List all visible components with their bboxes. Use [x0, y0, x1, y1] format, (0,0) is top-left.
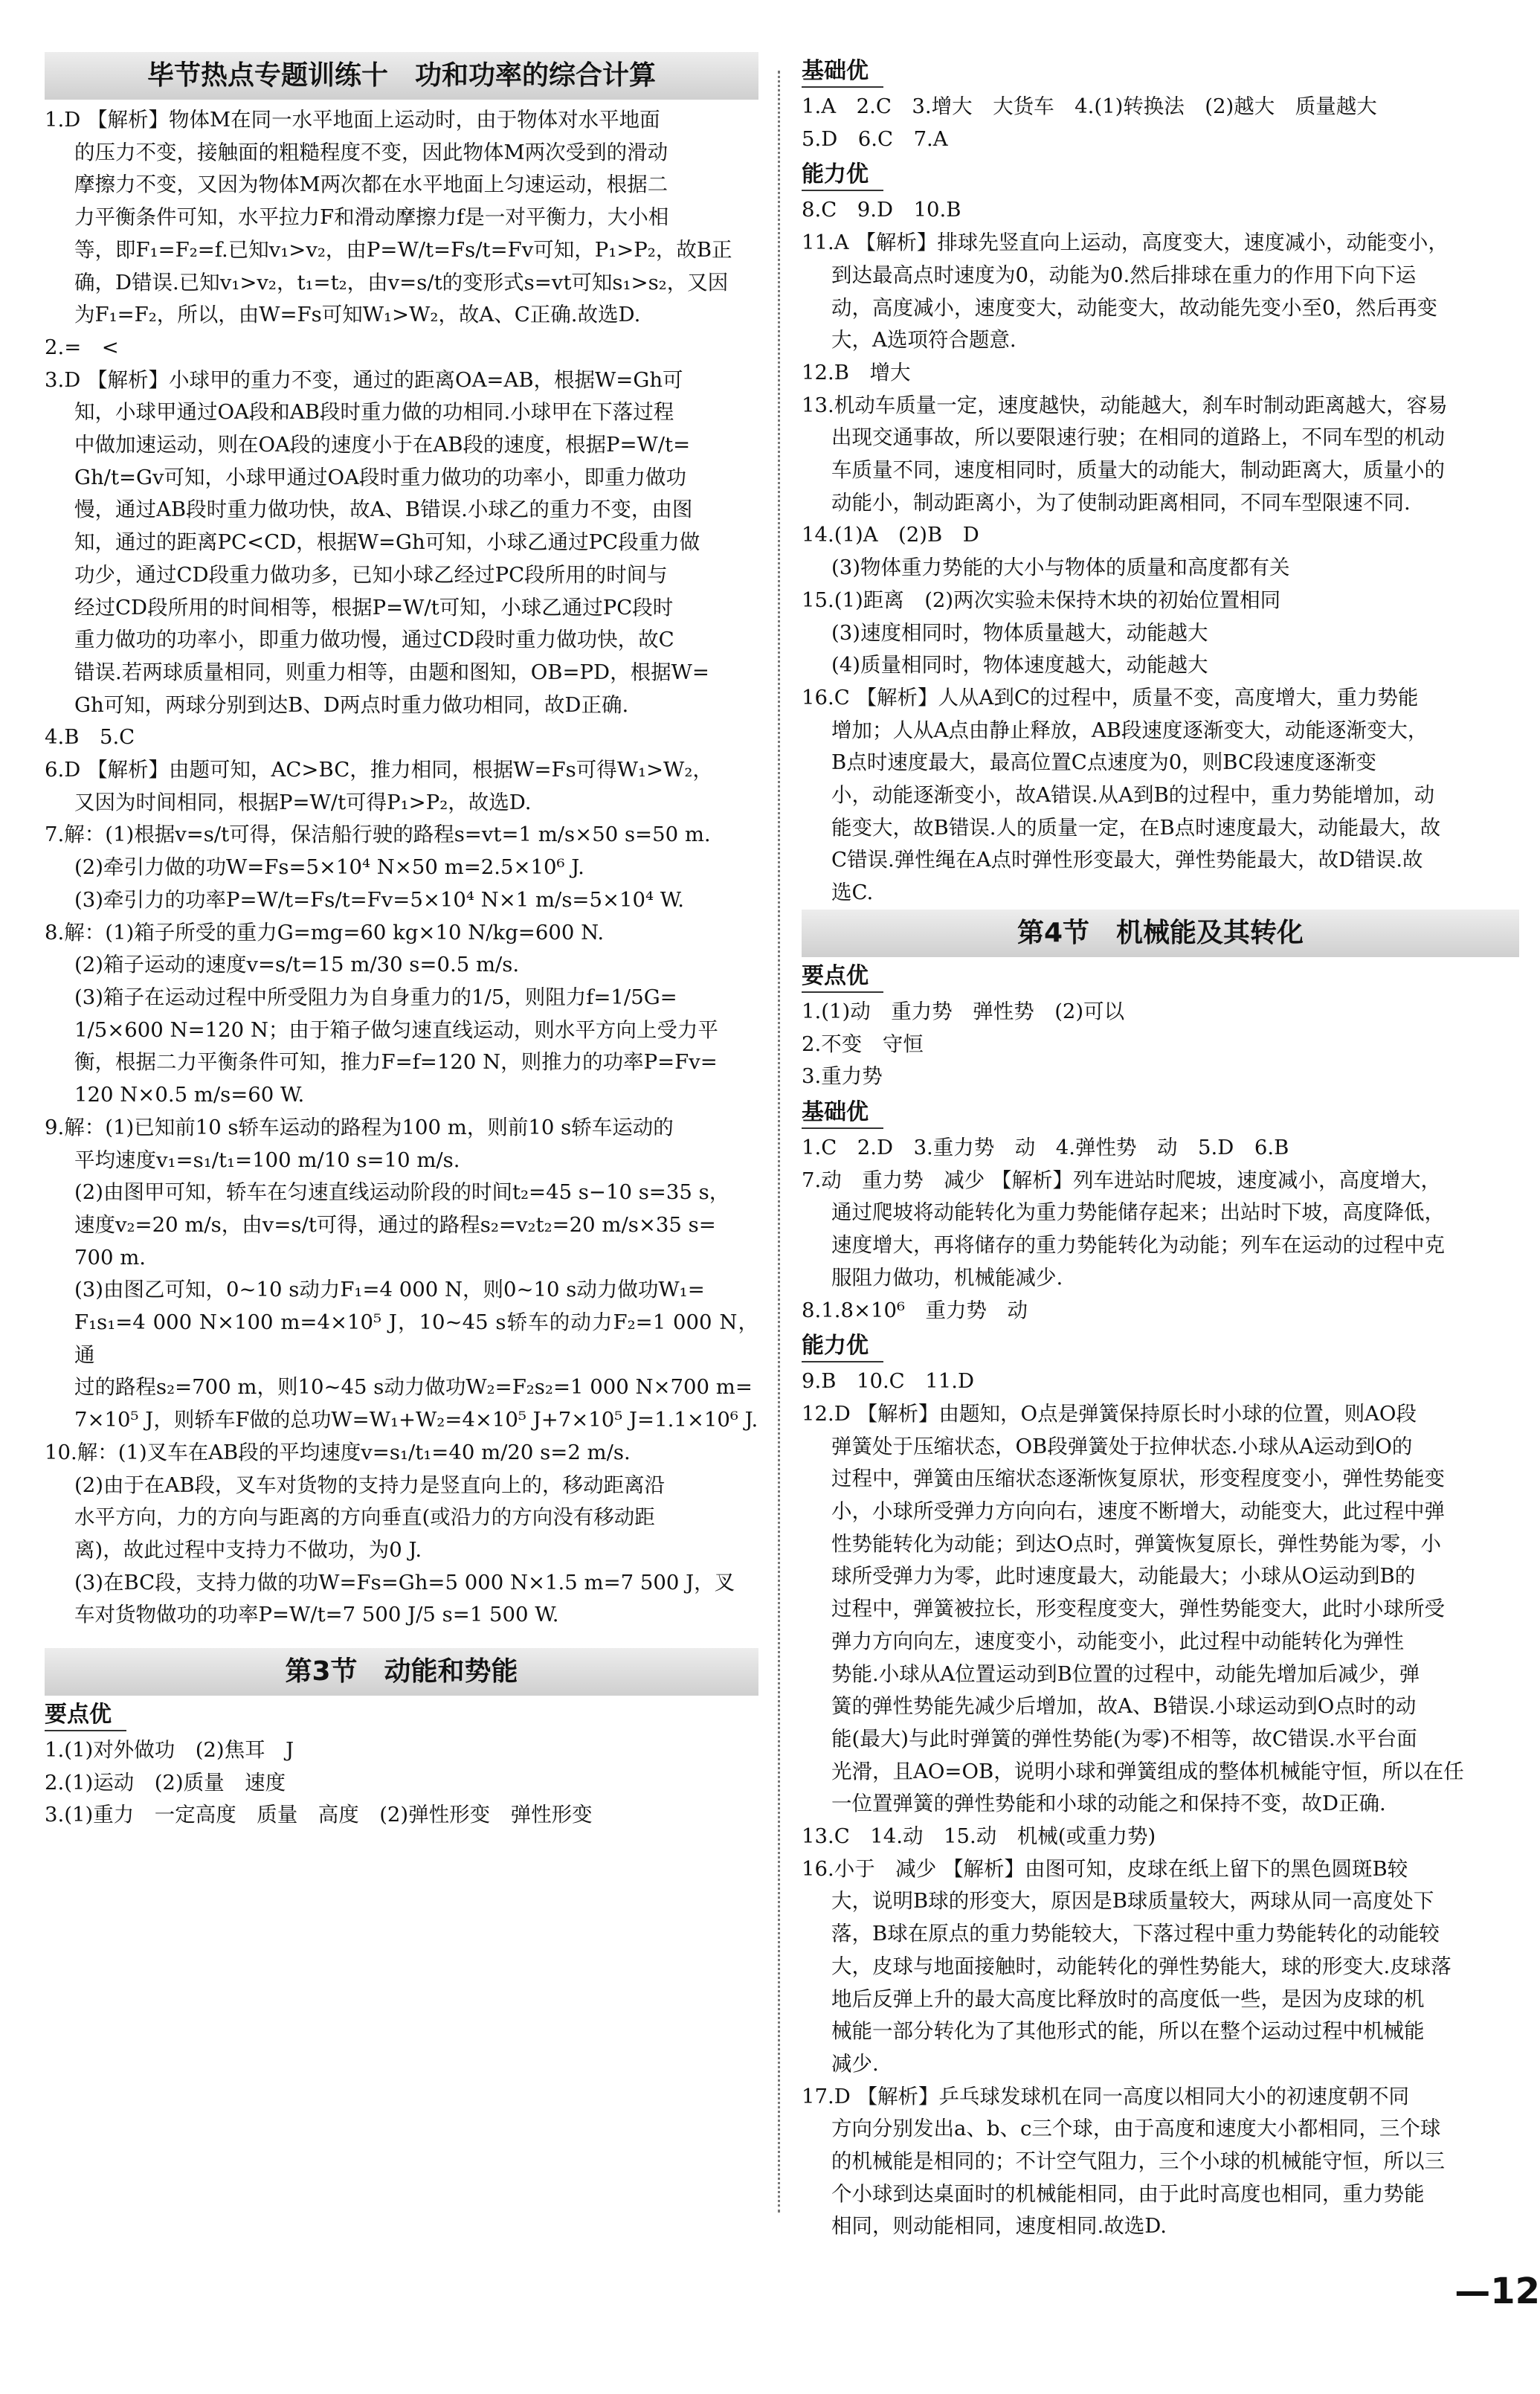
- section-banner-special-training: 毕节热点专题训练十 功和功率的综合计算: [45, 52, 758, 100]
- text-line: 120 N×0.5 m/s=60 W.: [74, 1083, 305, 1107]
- text-line: 1.D 【解析】物体M在同一水平地面上运动时，由于物体对水平地面: [45, 108, 660, 132]
- text-line: C错误.弹性绳在A点时弹性形变最大，弹性势能最大，故D错误.故: [831, 848, 1423, 872]
- text-line: 错误.若两球质量相同，则重力相等，由题和图知，OB=PD，根据W=: [74, 660, 709, 684]
- text-line: 通过爬坡将动能转化为重力势能储存起来；出站时下坡，高度降低，: [831, 1200, 1445, 1225]
- text-line: 过程中，弹簧被拉长，形变程度变大，弹性势能变大，此时小球所受: [831, 1597, 1445, 1621]
- text-line: (2)由于在AB段，叉车对货物的支持力是竖直向上的，移动距离沿: [74, 1473, 666, 1497]
- text-line: (2)箱子运动的速度v=s/t=15 m/30 s=0.5 m/s.: [74, 953, 520, 977]
- text-line: 4.B 5.C: [45, 725, 135, 750]
- text-line: 小，小球所受弹力方向向右，速度不断增大，动能变大，此过程中弹: [831, 1499, 1445, 1524]
- text-line: 动能小，制动距离小，为了使制动距离相同，不同车型限速不同.: [831, 490, 1411, 515]
- text-line: 速度增大，再将储存的重力势能转化为动能；列车在运动的过程中克: [831, 1233, 1445, 1258]
- text-line: 8.1.8×10⁶ 重力势 动: [802, 1298, 1028, 1322]
- text-line: 11.A 【解析】排球先竖直向上运动，高度变大，速度减小，动能变小，: [802, 231, 1449, 255]
- text-line: 7.动 重力势 减少 【解析】列车进站时爬坡，速度减小，高度增大，: [802, 1168, 1441, 1192]
- text-line: 2.= <: [45, 335, 119, 359]
- subheading-key-points: 要点优: [45, 1700, 126, 1731]
- text-line: 中做加速运动，则在OA段的速度小于在AB段的速度，根据P=W/t=: [74, 433, 691, 457]
- text-line: 光滑，且AO=OB，说明小球和弹簧组成的整体机械能守恒，所以在任: [831, 1759, 1464, 1783]
- text-line: (3)物体重力势能的大小与物体的质量和高度都有关: [831, 556, 1290, 580]
- text-line: 确，D错误.已知v₁>v₂，t₁=t₂，由v=s/t的变形式s=vt可知s₁>s₂，又因: [74, 270, 729, 295]
- text-line: 到达最高点时速度为0，动能为0.然后排球在重力的作用下向下运: [831, 263, 1417, 287]
- subheading-ability: 能力优: [802, 160, 883, 191]
- text-line: 球所受弹力为零，此时速度最大，动能最大；小球从O运动到B的: [831, 1564, 1416, 1589]
- text-line: 等，即F₁=F₂=f.已知v₁>v₂，由P=W/t=Fs/t=Fv可知，P₁>P₂，故B正: [74, 237, 732, 262]
- text-line: 过程中，弹簧由压缩状态逐渐恢复原状，形变程度变小，弹性势能变: [831, 1467, 1445, 1491]
- section-banner-mechanical-energy: 第4节 机械能及其转化: [802, 910, 1519, 957]
- text-line: 增加；人从A点由静止释放，AB段速度逐渐变大，动能逐渐变大，: [831, 718, 1428, 742]
- text-line: 的机械能是相同的；不计空气阻力，三个小球的机械能守恒，所以三: [831, 2149, 1445, 2174]
- text-line: 为F₁=F₂，所以，由W=Fs可知W₁>W₂，故A、C正确.故选D.: [74, 303, 641, 327]
- text-line: 离)，故此过程中支持力不做功，为0 J.: [74, 1537, 422, 1562]
- text-line: 3.重力势: [802, 1064, 883, 1089]
- text-line: B点时速度最大，最高位置C点速度为0，则BC段速度逐渐变: [831, 750, 1377, 775]
- text-line: 能变大，故B错误.人的质量一定，在B点时速度最大，动能最大，故: [831, 815, 1441, 840]
- text-line: Gh可知，两球分别到达B、D两点时重力做功相同，故D正确.: [74, 692, 629, 717]
- text-line: 大，说明B球的形变大，原因是B球质量较大，两球从同一高度处下: [831, 1889, 1434, 1914]
- text-line: 个小球到达桌面时的机械能相同，由于此时高度也相同，重力势能: [831, 2181, 1425, 2206]
- column-divider: [778, 71, 780, 2213]
- text-line: 的压力不变，接触面的粗糙程度不变，因此物体M两次受到的滑动: [74, 140, 668, 164]
- text-line: 动，高度减小，速度变大，动能变大，故动能先变小至0，然后再变: [831, 295, 1437, 320]
- text-line: 水平方向，力的方向与距离的方向垂直(或沿力的方向没有移动距: [74, 1505, 655, 1530]
- text-line: (3)箱子在运动过程中所受阻力为自身重力的1/5，则阻力f=1/5G=: [74, 985, 677, 1009]
- text-line: 17.D 【解析】乒乓球发球机在同一高度以相同大小的初速度朝不同: [802, 2084, 1410, 2108]
- text-line: 10.解：(1)叉车在AB段的平均速度v=s₁/t₁=40 m/20 s=2 m/s.: [45, 1440, 631, 1464]
- text-line: 8.解：(1)箱子所受的重力G=mg=60 kg×10 N/kg=600 N.: [45, 920, 605, 945]
- text-line: 14.(1)A (2)B D: [802, 523, 979, 547]
- text-line: 性势能转化为动能；到达O点时，弹簧恢复原长，弹性势能为零，小: [831, 1531, 1442, 1556]
- text-line: 1.A 2.C 3.增大 大货车 4.(1)转换法 (2)越大 质量越大: [802, 94, 1377, 118]
- text-line: (3)牵引力的功率P=W/t=Fs/t=Fv=5×10⁴ N×1 m/s=5×10⁴ W.: [74, 887, 684, 912]
- text-line: F₁s₁=4 000 N×100 m=4×10⁵ J，10~45 s轿车的动力F₂=1 000 N，通: [74, 1310, 758, 1367]
- text-line: 功少，通过CD段重力做功多，已知小球乙经过PC段所用的时间与: [74, 562, 668, 587]
- text-line: 一位置弹簧的弹性势能和小球的动能之和保持不变，故D正确.: [831, 1792, 1386, 1816]
- text-line: (3)速度相同时，物体质量越大，动能越大: [831, 620, 1208, 645]
- section-banner-kinetic-potential: 第3节 动能和势能: [45, 1648, 758, 1696]
- text-line: 力平衡条件可知，水平拉力F和滑动摩擦力f是一对平衡力，大小相: [74, 205, 669, 230]
- text-line: 1.C 2.D 3.重力势 动 4.弹性势 动 5.D 6.B: [802, 1135, 1289, 1159]
- text-line: 大，皮球与地面接触时，动能转化的弹性势能大，球的形变大.皮球落: [831, 1954, 1452, 1978]
- text-line: 3.(1)重力 一定高度 质量 高度 (2)弹性形变 弹性形变: [45, 1803, 593, 1827]
- text-line: 方向分别发出a、b、c三个球，由于高度和速度大小都相同，三个球: [831, 2117, 1441, 2141]
- subheading-basic: 基础优: [802, 57, 883, 88]
- text-line: 13.C 14.动 15.动 机械(或重力势): [802, 1824, 1156, 1849]
- text-line: 16.小于 减少 【解析】由图可知，皮球在纸上留下的黑色圆斑B较: [802, 1856, 1408, 1881]
- text-line: 经过CD段所用的时间相等，根据P=W/t可知，小球乙通过PC段时: [74, 595, 674, 620]
- text-line: 7.解：(1)根据v=s/t可得，保洁船行驶的路程s=vt=1 m/s×50 s=50 m.: [45, 823, 711, 847]
- text-line: 大，A选项符合题意.: [831, 328, 1017, 353]
- text-line: (3)在BC段，支持力做的功W=Fs=Gh=5 000 N×1.5 m=7 500 J，叉: [74, 1570, 735, 1595]
- text-line: 13.机动车质量一定，速度越快，动能越大，刹车时制动距离越大，容易: [802, 393, 1448, 417]
- text-line: 相同，则动能相同，速度相同.故选D.: [831, 2214, 1167, 2239]
- text-line: 知，小球甲通过OA段和AB段时重力做的功相同.小球甲在下落过程: [74, 400, 674, 425]
- text-line: 减少.: [831, 2051, 879, 2076]
- text-line: 知，通过的距离PC<CD，根据W=Gh可知，小球乙通过PC段重力做: [74, 530, 700, 555]
- text-line: 服阻力做功，机械能减少.: [831, 1265, 1063, 1290]
- text-line: 12.B 增大: [802, 360, 911, 384]
- text-line: 9.B 10.C 11.D: [802, 1369, 975, 1394]
- text-line: 7×10⁵ J，则轿车F做的总功W=W₁+W₂=4×10⁵ J+7×10⁵ J=1.1×10⁶ J.: [74, 1408, 758, 1432]
- text-line: 12.D 【解析】由题知，O点是弹簧保持原长时小球的位置，则AO段: [802, 1401, 1417, 1426]
- text-line: (2)牵引力做的功W=Fs=5×10⁴ N×50 m=2.5×10⁶ J.: [74, 855, 584, 880]
- text-line: 出现交通事故，所以要限速行驶；在相同的道路上，不同车型的机动: [831, 425, 1445, 450]
- subheading-basic: 基础优: [802, 1098, 883, 1129]
- text-line: 3.D 【解析】小球甲的重力不变，通过的距离OA=AB，根据W=Gh可: [45, 367, 683, 392]
- text-line: 700 m.: [74, 1245, 146, 1270]
- text-line: 势能.小球从A位置运动到B位置的过程中，动能先增加后减少，弹: [831, 1661, 1420, 1686]
- text-line: 落，B球在原点的重力势能较大，下落过程中重力势能转化的动能较: [831, 1922, 1440, 1946]
- text-line: 车对货物做功的功率P=W/t=7 500 J/5 s=1 500 W.: [74, 1603, 559, 1627]
- text-line: 15.(1)距离 (2)两次实验未保持木块的初始位置相同: [802, 588, 1281, 612]
- text-line: 又因为时间相同，根据P=W/t可得P₁>P₂，故选D.: [74, 790, 532, 814]
- text-line: 能(最大)与此时弹簧的弹性势能(为零)不相等，故C错误.水平台面: [831, 1726, 1417, 1751]
- text-line: (4)质量相同时，物体速度越大，动能越大: [831, 653, 1208, 678]
- text-line: 小，动能逐渐变小，故A错误.从A到B的过程中，重力势能增加，动: [831, 783, 1435, 808]
- text-line: 重力做功的功率小，即重力做功慢，通过CD段时重力做功快，故C: [74, 628, 674, 652]
- text-line: 6.D 【解析】由题可知，AC>BC，推力相同，根据W=Fs可得W₁>W₂，: [45, 758, 713, 782]
- text-line: 弹簧处于压缩状态，OB段弹簧处于拉伸状态.小球从A运动到O的: [831, 1434, 1413, 1458]
- text-line: 弹力方向向左，速度变小，动能变小，此过程中动能转化为弹性: [831, 1629, 1404, 1653]
- text-line: (2)由图甲可知，轿车在匀速直线运动阶段的时间t₂=45 s−10 s=35 s，: [74, 1180, 730, 1205]
- text-line: (3)由图乙可知，0~10 s动力F₁=4 000 N，则0~10 s动力做功W₁=: [74, 1278, 705, 1302]
- text-line: 8.C 9.D 10.B: [802, 198, 961, 222]
- text-line: 速度v₂=20 m/s，由v=s/t可得，通过的路程s₂=v₂t₂=20 m/s×35 s=: [74, 1212, 716, 1237]
- left-column: [45, 52, 758, 1832]
- text-line: 选C.: [831, 881, 874, 905]
- text-line: 慢，通过AB段时重力做功快，故A、B错误.小球乙的重力不变，由图: [74, 498, 693, 522]
- text-line: 5.D 6.C 7.A: [802, 126, 948, 151]
- text-line: 车质量不同，速度相同时，质量大的动能大，制动距离大，质量小的: [831, 458, 1445, 483]
- text-line: 地后反弹上升的最大高度比释放时的高度低一些，是因为皮球的机: [831, 1986, 1425, 2011]
- text-line: 平均速度v₁=s₁/t₁=100 m/10 s=10 m/s.: [74, 1148, 460, 1172]
- text-line: 2.(1)运动 (2)质量 速度: [45, 1770, 286, 1795]
- page-number: —12: [1454, 2271, 1540, 2312]
- right-column: [802, 52, 1519, 2243]
- text-line: 16.C 【解析】人从A到C的过程中，质量不变，高度增大，重力势能: [802, 685, 1419, 709]
- text-line: 2.不变 守恒: [802, 1032, 924, 1056]
- text-line: 簧的弹性势能先减少后增加，故A、B错误.小球运动到O点时的动: [831, 1694, 1417, 1719]
- text-line: Gh/t=Gv可知，小球甲通过OA段时重力做功的功率小，即重力做功: [74, 465, 686, 489]
- text-line: 械能一部分转化为了其他形式的能，所以在整个运动过程中机械能: [831, 2019, 1425, 2044]
- subheading-key-points: 要点优: [802, 962, 883, 993]
- text-line: 衡，根据二力平衡条件可知，推力F=f=120 N，则推力的功率P=Fv=: [74, 1050, 718, 1075]
- text-line: 1.(1)动 重力势 弹性势 (2)可以: [802, 999, 1125, 1023]
- subheading-ability: 能力优: [802, 1331, 883, 1362]
- text-line: 1.(1)对外做功 (2)焦耳 J: [45, 1738, 294, 1763]
- text-line: 过的路程s₂=700 m，则10~45 s动力做功W₂=F₂s₂=1 000 N×700 m=: [74, 1375, 753, 1400]
- text-line: 9.解：(1)已知前10 s轿车运动的路程为100 m，则前10 s轿车运动的: [45, 1115, 674, 1139]
- text-line: 摩擦力不变，又因为物体M两次都在水平地面上匀速运动，根据二: [74, 173, 668, 197]
- text-line: 1/5×600 N=120 N；由于箱子做匀速直线运动，则水平方向上受力平: [74, 1017, 718, 1042]
